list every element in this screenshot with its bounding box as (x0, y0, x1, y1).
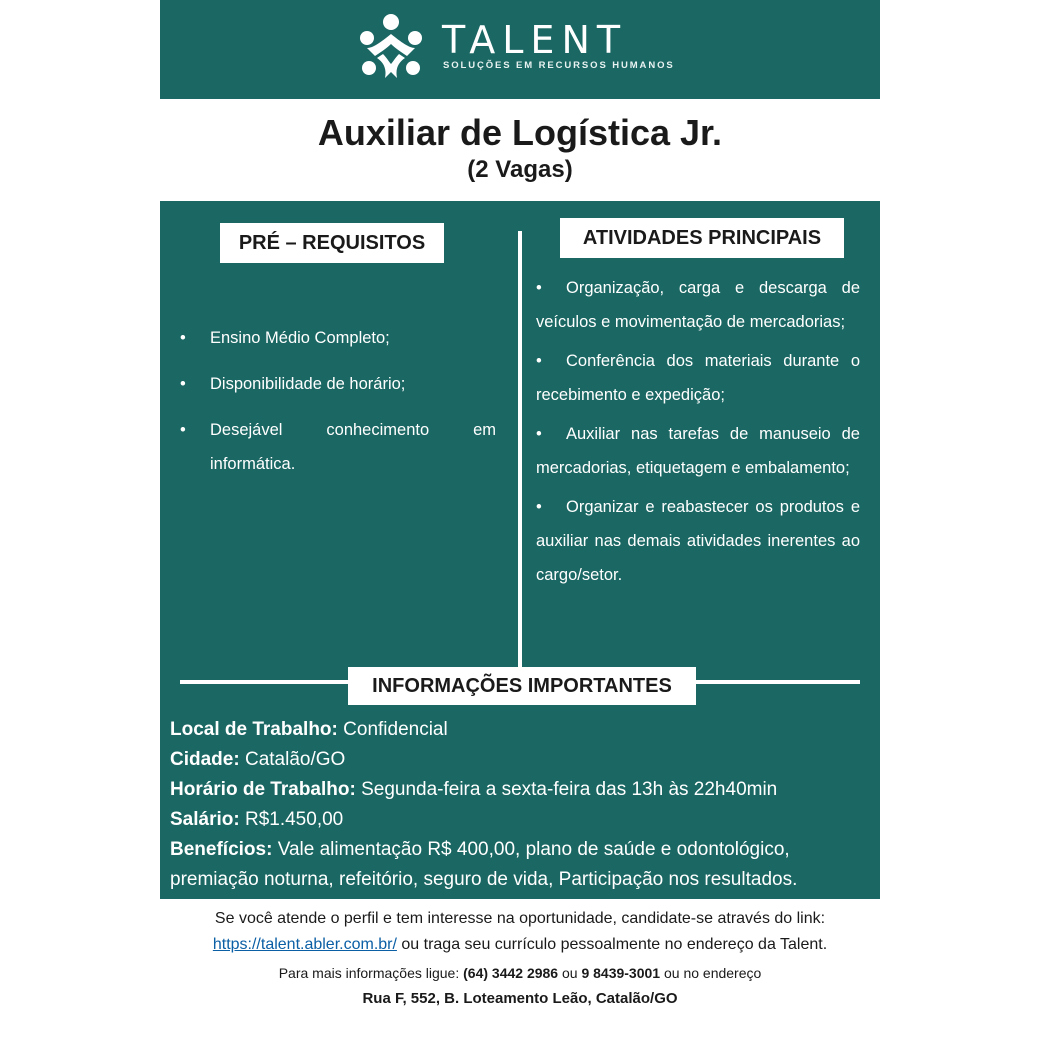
info-salary: Salário: R$1.450,00 (170, 809, 344, 830)
activities-heading: ATIVIDADES PRINCIPAIS (560, 218, 844, 258)
list-item: • Conferência dos materiais durante o recebimento e expedição; (536, 352, 860, 404)
list-item: • Disponibilidade de horário; (180, 375, 406, 393)
brand-tagline: SOLUÇÕES EM RECURSOS HUMANOS (443, 60, 675, 71)
info-city: Cidade: Catalão/GO (170, 749, 346, 770)
apply-link[interactable]: https://talent.abler.com.br/ (212, 936, 397, 953)
important-info (170, 715, 870, 895)
info-benefits: Benefícios: Vale alimentação R$ 400,00, plano de saúde e odontológico, premiação noturna, refeitório, seguro de vida, Participação nos resultados. (170, 839, 798, 890)
list-item: • Desejável conhecimento em informática. (180, 421, 496, 473)
info-hours: Horário de Trabalho: Segunda-feira a sexta-feira das 13h às 22h40min (170, 779, 778, 800)
phone-1: (64) 3442 2986 (463, 965, 559, 981)
column-divider (518, 231, 522, 668)
requirements-list (180, 321, 496, 493)
phone-2: 9 8439-3001 (581, 965, 661, 981)
apply-instructions: Se você atende o perfil e tem interesse na oportunidade, candidate-se através do link: https://talent.abler.com.br/ ou traga seu currículo pessoalmente no endereço da Talent. (212, 910, 828, 953)
contact-line: Para mais informações ligue: (64) 3442 2986 ou 9 8439-3001 ou no endereço (278, 965, 762, 981)
header-banner (160, 0, 880, 99)
address: Rua F, 552, B. Loteamento Leão, Catalão/GO (362, 990, 678, 1007)
job-title: Auxiliar de Logística Jr. (317, 112, 723, 153)
footer (160, 906, 880, 1012)
activities-list (536, 271, 860, 597)
brand-name: TALENT (442, 18, 628, 62)
list-item: • Organizar e reabastecer os produtos e auxiliar nas demais atividades inerentes ao cargo/setor. (536, 498, 860, 584)
list-item: • Auxiliar nas tarefas de manuseio de mercadorias, etiquetagem e embalamento; (536, 425, 860, 477)
info-local: Local de Trabalho: Confidencial (170, 719, 448, 740)
info-heading: INFORMAÇÕES IMPORTANTES (348, 667, 696, 705)
job-vacancies: (2 Vagas) (467, 156, 573, 183)
job-details-panel (160, 201, 880, 899)
requirements-heading: PRÉ – REQUISITOS (220, 223, 444, 263)
people-circle-icon (355, 12, 427, 84)
list-item: • Ensino Médio Completo; (180, 329, 390, 347)
list-item: • Organização, carga e descarga de veículos e movimentação de mercadorias; (536, 279, 860, 331)
